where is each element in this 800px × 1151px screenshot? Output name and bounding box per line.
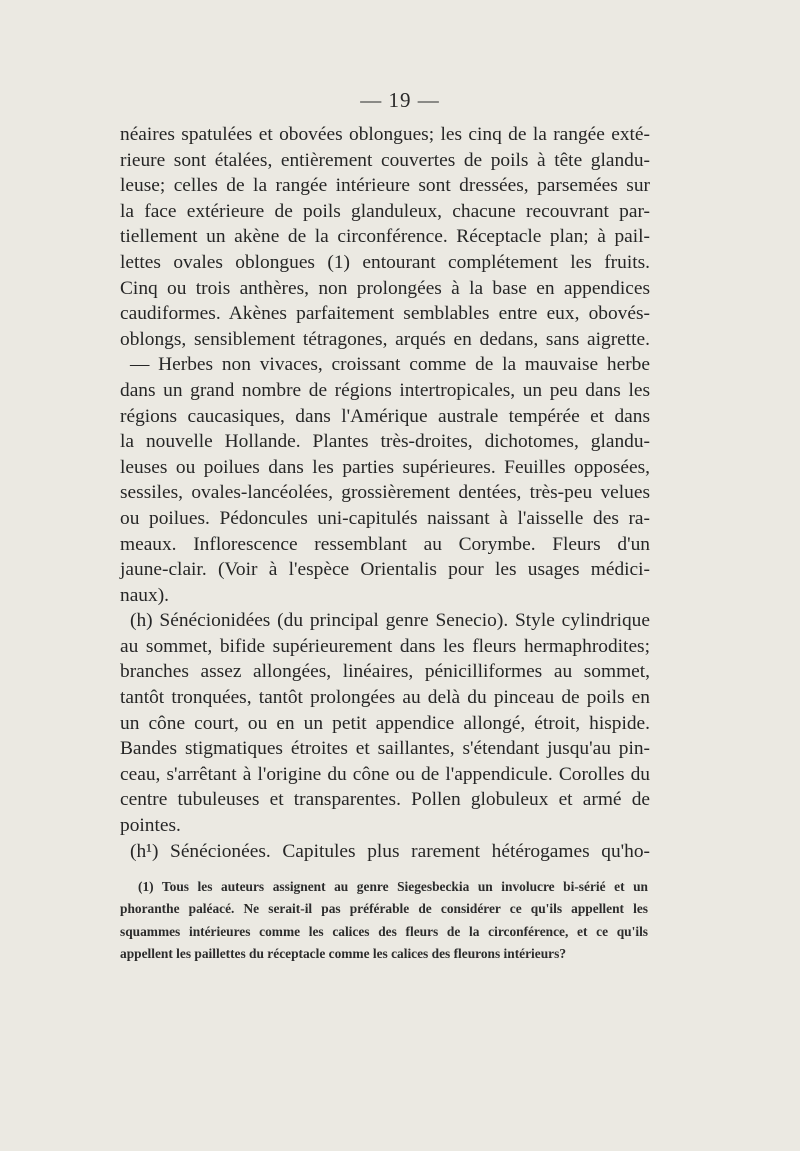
- footnote-line: squammes intérieures comme les calices des fleurs de la circonférence, et ce qu'ils: [120, 923, 648, 939]
- text-line: au sommet, bifide supérieurement dans les fleurs hermaphrodites;: [120, 635, 650, 657]
- footnote-line: phoranthe paléacé. Ne serait-il pas préférable de considérer ce qu'ils appellent les: [120, 901, 648, 917]
- text-line: néaires spatulées et obovées oblongues; les cinq de la rangée exté-: [120, 124, 650, 145]
- text-line: sessiles, ovales-lancéolées, grossièrement dentées, très-peu velues: [120, 482, 650, 504]
- page-number: — 19 —: [360, 88, 440, 112]
- text-line: rieure sont étalées, entièrement couvertes de poils à tête glandu-: [120, 149, 650, 171]
- section-heading-line: (h) Sénécionidées (du principal genre Senecio). Style cylindrique: [130, 610, 650, 632]
- text-line: pointes.: [120, 815, 181, 837]
- text-line: Bandes stigmatiques étroites et saillantes, s'étendant jusqu'au pin-: [120, 738, 650, 760]
- text-line: Cinq ou trois anthères, non prolongées à la base en appendices: [120, 277, 650, 299]
- text-line: ceau, s'arrêtant à l'origine du cône ou de l'appendicule. Corolles du: [120, 763, 650, 785]
- text-line: la nouvelle Hollande. Plantes très-droites, dichotomes, glandu-: [120, 431, 650, 453]
- section-heading-line: (h¹) Sénécionées. Capitules plus rarement hétérogames qu'ho-: [130, 840, 650, 862]
- text-line: tiellement un akène de la circonférence. Réceptacle plan; à pail-: [120, 226, 650, 248]
- text-line: dans un grand nombre de régions intertropicales, un peu dans les: [120, 379, 650, 401]
- text-line: — Herbes non vivaces, croissant comme de la mauvaise herbe: [130, 354, 650, 376]
- footnote-line: appellent les paillettes du réceptacle comme les calices des fleurons intérieurs?: [120, 946, 567, 962]
- main-text: [120, 122, 650, 864]
- text-line: lettes ovales oblongues (1) entourant complétement les fruits.: [120, 251, 650, 273]
- text-line: naux).: [120, 584, 169, 606]
- text-line: régions caucasiques, dans l'Amérique australe tempérée et dans: [120, 405, 650, 427]
- text-line: branches assez allongées, linéaires, pénicilliformes au sommet,: [120, 661, 650, 683]
- text-line: centre tubuleuses et transparentes. Pollen globuleux et armé de: [120, 789, 650, 811]
- text-line: leuses ou poilues dans les parties supérieures. Feuilles opposées,: [120, 456, 650, 478]
- text-line: jaune-clair. (Voir à l'espèce Orientalis pour les usages médici-: [120, 559, 650, 581]
- text-line: leuse; celles de la rangée intérieure sont dressées, parsemées sur: [120, 175, 650, 197]
- text-line: un cône court, ou en un petit appendice allongé, étroit, hispide.: [120, 712, 650, 734]
- text-line: tantôt tronquées, tantôt prolongées au delà du pinceau de poils en: [120, 687, 650, 709]
- text-line: meaux. Inflorescence ressemblant au Corymbe. Fleurs d'un: [120, 533, 650, 555]
- text-line: caudiformes. Akènes parfaitement semblables entre eux, obovés-: [120, 303, 650, 325]
- text-line: la face extérieure de poils glanduleux, chacune recouvrant par-: [120, 200, 650, 222]
- footnote-line: (1) Tous les auteurs assignent au genre Siegesbeckia un involucre bi-sérié et un: [138, 879, 648, 894]
- text-line: ou poilues. Pédoncules uni-capitulés naissant à l'aisselle des ra-: [120, 507, 650, 529]
- text-line: oblongs, sensiblement tétragones, arqués en dedans, sans aigrette.: [120, 328, 650, 350]
- footnote: [120, 876, 648, 966]
